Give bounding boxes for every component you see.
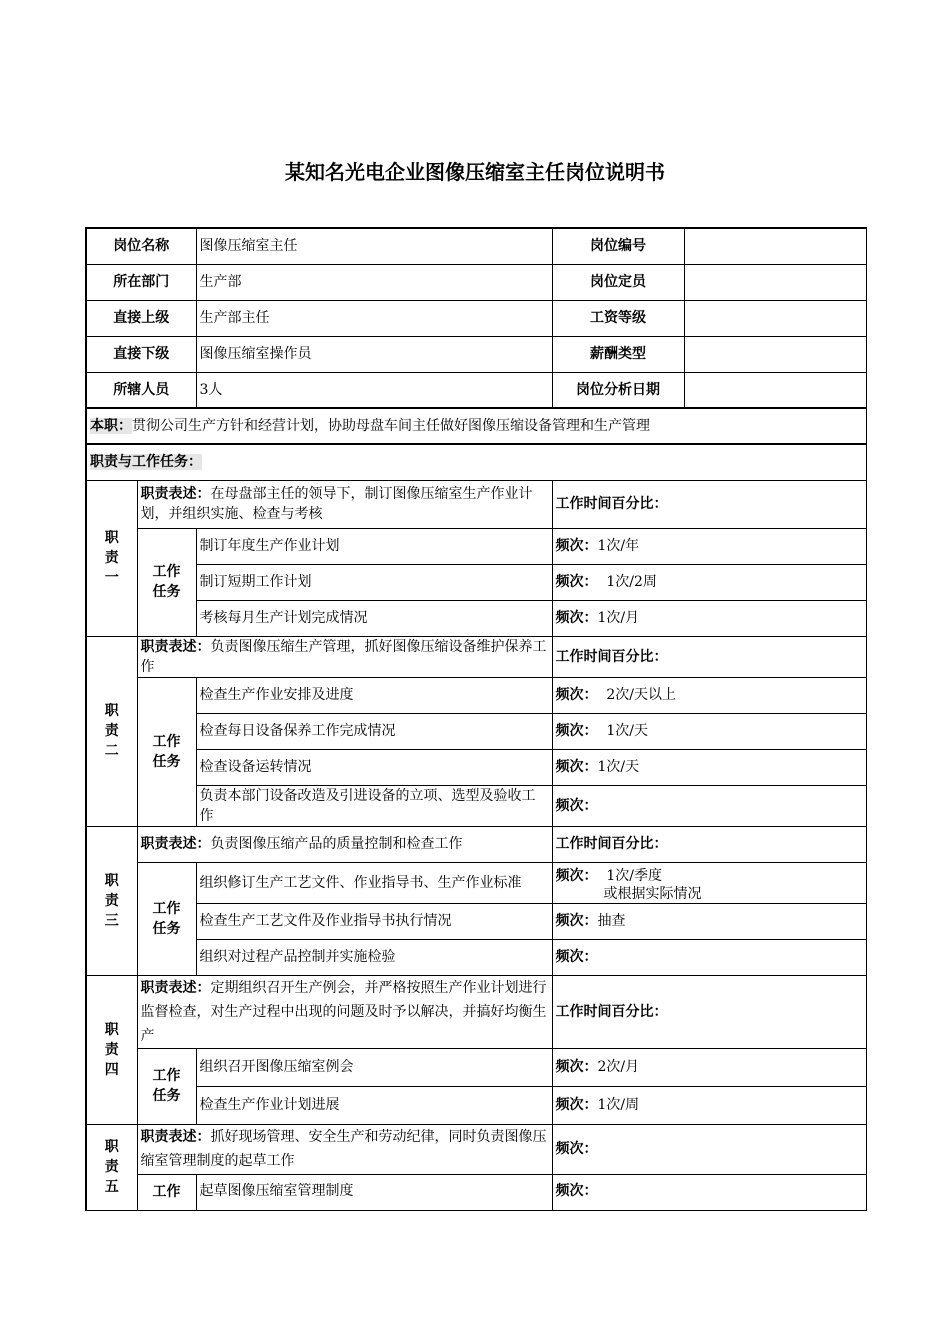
duty-5-name: 职 责 五 xyxy=(86,1124,137,1210)
task-freq: 1次/周 xyxy=(597,1097,640,1113)
task-text: 检查生产作业计划进展 xyxy=(196,1086,552,1124)
label-direct-subordinate: 直接下级 xyxy=(86,336,196,372)
duty-1-name: 职 责 一 xyxy=(86,480,137,636)
task-text: 负责本部门设备改造及引进设备的立项、选型及验收工作 xyxy=(196,785,552,826)
task-freq: 2次/天以上 xyxy=(597,687,677,703)
task-freq: 抽查 xyxy=(597,913,626,929)
time-pct-label: 工作时间百分比： xyxy=(552,636,866,677)
desc-label: 职责表述： xyxy=(140,486,211,502)
desc-label: 职责表述： xyxy=(140,1129,211,1145)
time-pct-label: 工作时间百分比： xyxy=(552,480,866,528)
label-direct-superior: 直接上级 xyxy=(86,300,196,336)
value-direct-superior: 生产部主任 xyxy=(196,300,552,336)
task-label: 工作 任务 xyxy=(137,862,196,975)
value-pay-type xyxy=(684,336,866,372)
duty-5-desc: 抓好现场管理、安全生产和劳动纪律，同时负责图像压缩室管理制度的起草工作 xyxy=(140,1129,547,1169)
duty-desc-row xyxy=(86,636,866,677)
duty-summary-row xyxy=(86,408,866,444)
desc-label: 职责表述： xyxy=(140,638,211,655)
task-freq: 1次/年 xyxy=(597,538,640,554)
label-analysis-date: 岗位分析日期 xyxy=(552,372,684,408)
label-pay-type: 薪酬类型 xyxy=(552,336,684,372)
value-position-name: 图像压缩室主任 xyxy=(196,228,552,264)
task-row: 检查设备运转情况 频次：1次/天 xyxy=(86,749,866,785)
value-position-code xyxy=(684,228,866,264)
value-department: 生产部 xyxy=(196,264,552,300)
value-staff-count: 3人 xyxy=(196,372,552,408)
task-row: 组织对过程产品控制并实施检验 频次： xyxy=(86,939,866,975)
info-row xyxy=(86,228,866,264)
duty-2-name: 职 责 二 xyxy=(86,636,137,826)
task-text: 考核每月生产计划完成情况 xyxy=(196,600,552,636)
task-row: 检查生产工艺文件及作业指导书执行情况 频次：抽查 xyxy=(86,903,866,939)
section-title-row xyxy=(86,444,866,480)
task-row: 工作 起草图像压缩室管理制度 频次： xyxy=(86,1174,866,1210)
label-staff-count: 所辖人员 xyxy=(86,372,196,408)
desc-label: 职责表述： xyxy=(140,836,211,852)
task-freq-note: 或根据实际情况 xyxy=(603,885,702,901)
section-title: 职责与工作任务： xyxy=(90,454,202,471)
task-label: 工作 任务 xyxy=(137,677,196,826)
desc-label: 职责表述： xyxy=(140,979,211,996)
time-pct-label: 工作时间百分比： xyxy=(552,826,866,862)
task-row: 工作 任务 组织修订生产工艺文件、作业指导书、生产作业标准 频次： 1次/季度 或根据实际情况 xyxy=(86,862,866,903)
info-row xyxy=(86,336,866,372)
duty-4-name: 职 责 四 xyxy=(86,975,137,1124)
duty-2-desc: 负责图像压缩生产管理，抓好图像压缩设备维护保养工作 xyxy=(140,638,547,675)
task-row: 工作 任务 组织召开图像压缩室例会 频次：2次/月 xyxy=(86,1048,866,1086)
task-row: 工作 任务 检查生产作业安排及进度 频次： 2次/天以上 xyxy=(86,677,866,713)
duty-desc-row xyxy=(86,1124,866,1174)
task-row: 考核每月生产计划完成情况 频次：1次/月 xyxy=(86,600,866,636)
task-row: 检查生产作业计划进展 频次：1次/周 xyxy=(86,1086,866,1124)
task-text: 检查生产作业安排及进度 xyxy=(196,677,552,713)
value-salary-grade xyxy=(684,300,866,336)
label-salary-grade: 工资等级 xyxy=(552,300,684,336)
task-freq: 1次/2周 xyxy=(597,574,657,590)
task-text: 起草图像压缩室管理制度 xyxy=(196,1174,552,1210)
task-text: 组织修订生产工艺文件、作业指导书、生产作业标准 xyxy=(196,862,552,903)
label-department: 所在部门 xyxy=(86,264,196,300)
task-text: 组织召开图像压缩室例会 xyxy=(196,1048,552,1086)
task-freq: 1次/天 xyxy=(597,723,649,739)
duty-3-name: 职 责 三 xyxy=(86,826,137,975)
task-freq: 1次/天 xyxy=(597,759,640,775)
task-row: 检查每日设备保养工作完成情况 频次： 1次/天 xyxy=(86,713,866,749)
duty-4-desc: 定期组织召开生产例会，并严格按照生产作业计划进行监督检查，对生产过程中出现的问题及时予以解决，并搞好均衡生产 xyxy=(140,979,547,1044)
duty-desc-row xyxy=(86,480,866,528)
task-freq: 1次/月 xyxy=(597,610,640,626)
info-row xyxy=(86,264,866,300)
duty-desc-row xyxy=(86,975,866,1048)
duty-3-desc: 负责图像压缩产品的质量控制和检查工作 xyxy=(210,836,463,852)
label-headcount: 岗位定员 xyxy=(552,264,684,300)
page-title: 某知名光电企业图像压缩室主任岗位说明书 xyxy=(285,160,665,184)
task-text: 检查每日设备保养工作完成情况 xyxy=(196,713,552,749)
task-freq: 2次/月 xyxy=(597,1059,640,1075)
task-row: 制订短期工作计划 频次： 1次/2周 xyxy=(86,564,866,600)
task-row: 工作 任务 制订年度生产作业计划 频次：1次/年 xyxy=(86,528,866,564)
info-row xyxy=(86,372,866,408)
time-pct-label: 工作时间百分比： xyxy=(552,975,866,1048)
label-position-code: 岗位编号 xyxy=(552,228,684,264)
value-headcount xyxy=(684,264,866,300)
task-label: 工作 xyxy=(137,1174,196,1210)
duty-summary-label: 本职： xyxy=(90,418,132,434)
task-row: 负责本部门设备改造及引进设备的立项、选型及验收工作 频次： xyxy=(86,785,866,826)
task-freq: 1次/季度 xyxy=(597,867,663,884)
task-text: 组织对过程产品控制并实施检验 xyxy=(196,939,552,975)
task-label: 工作 任务 xyxy=(137,1048,196,1124)
task-text: 制订短期工作计划 xyxy=(196,564,552,600)
duty-desc-row xyxy=(86,826,866,862)
duty-summary-text: 贯彻公司生产方针和经营计划，协助母盘车间主任做好图像压缩设备管理和生产管理 xyxy=(132,418,650,434)
task-text: 制订年度生产作业计划 xyxy=(196,528,552,564)
info-row xyxy=(86,300,866,336)
duty-1-desc: 在母盘部主任的领导下，制订图像压缩室生产作业计划，并组织实施、检查与考核 xyxy=(140,486,533,522)
task-text: 检查设备运转情况 xyxy=(196,749,552,785)
job-description-table xyxy=(85,227,867,1211)
label-position-name: 岗位名称 xyxy=(86,228,196,264)
task-label: 工作 任务 xyxy=(137,528,196,636)
task-text: 检查生产工艺文件及作业指导书执行情况 xyxy=(196,903,552,939)
value-direct-subordinate: 图像压缩室操作员 xyxy=(196,336,552,372)
duty-5-freq-label: 频次： xyxy=(552,1124,866,1174)
value-analysis-date xyxy=(684,372,866,408)
